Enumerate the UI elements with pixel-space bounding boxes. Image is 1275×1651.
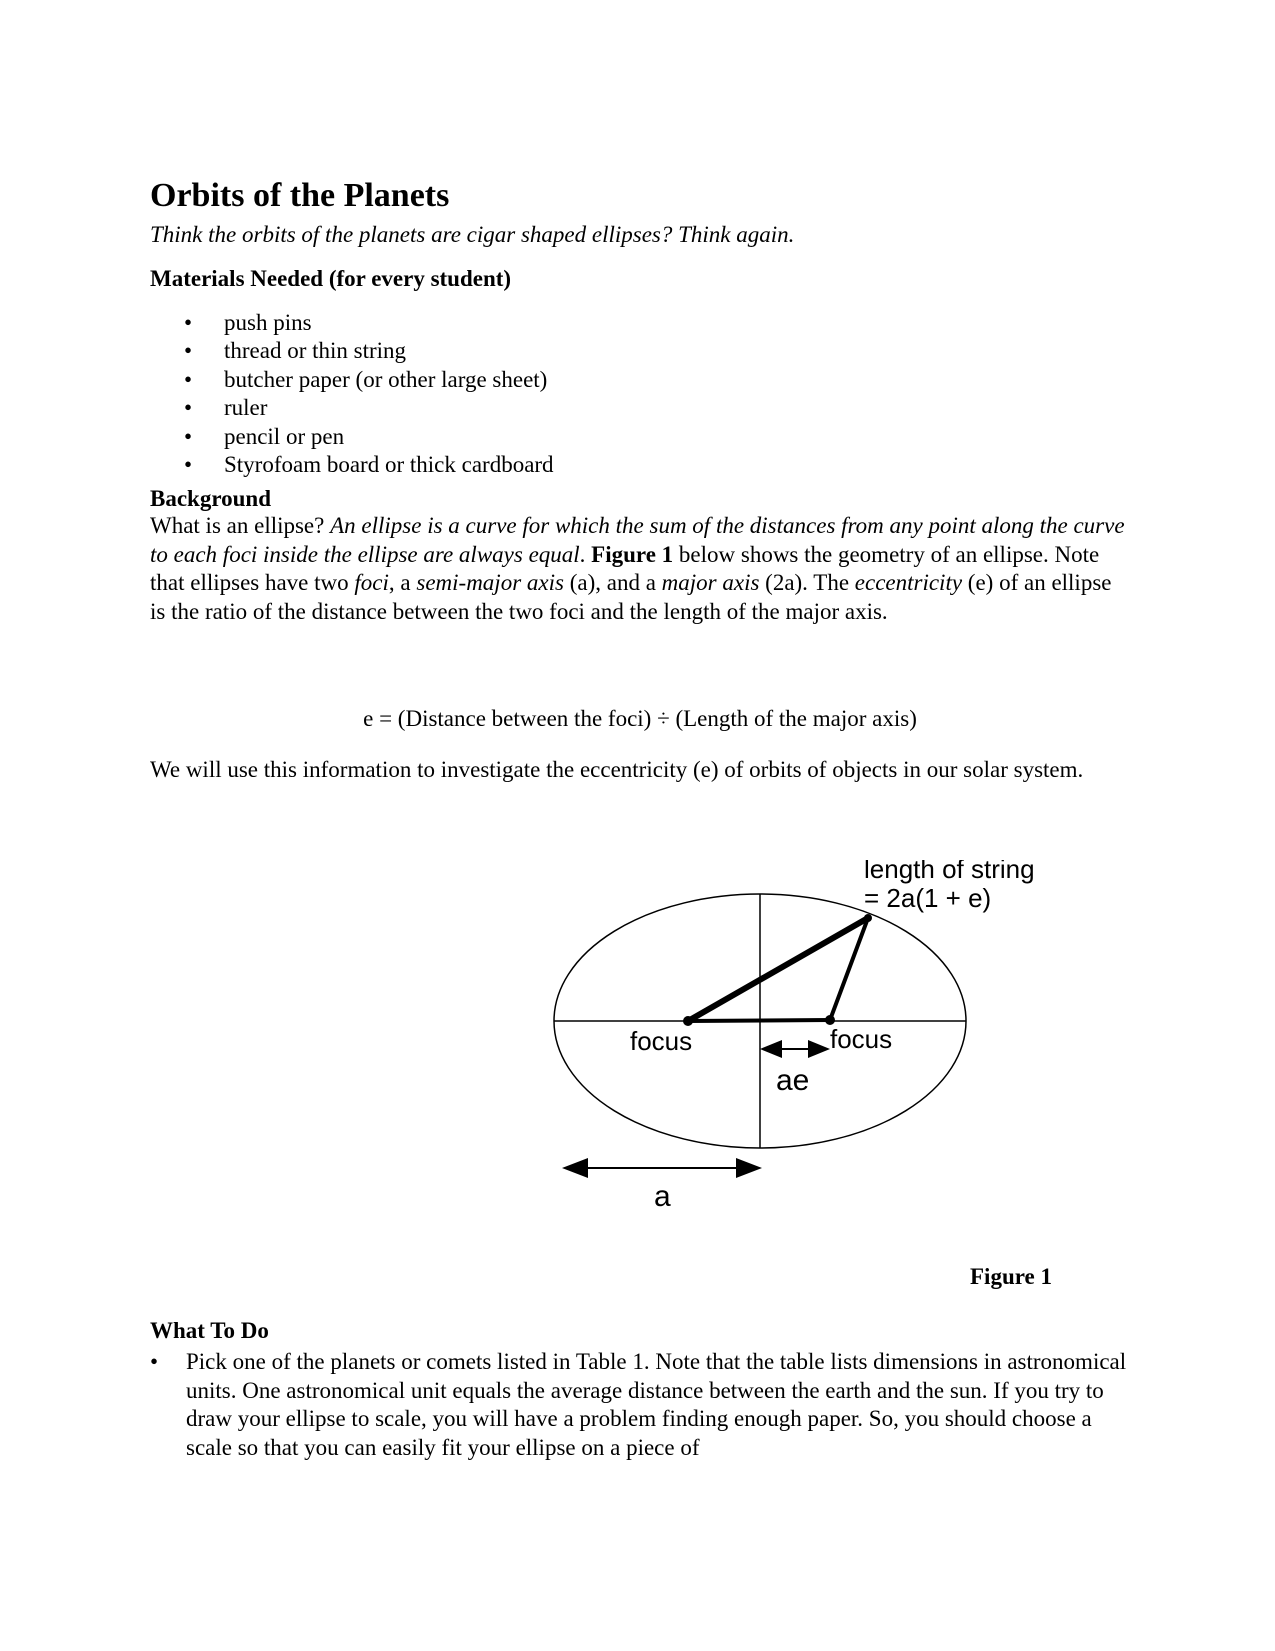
list-item: • pencil or pen [150, 423, 554, 451]
text: (e) of an ellipse is the ratio of the distance between the two foci and the length of the major axis. [150, 570, 1112, 624]
background-heading: Background [150, 486, 272, 511]
string-point [864, 914, 872, 922]
figure-caption: Figure 1 [970, 1264, 1052, 1289]
ellipse-definition: An ellipse is a curve for which the sum of the distances from any point along the curve to each foci inside the ellipse are always equal [150, 513, 1125, 567]
list-item: • Styrofoam board or thick cardboard [150, 451, 554, 479]
text: (2a). The [759, 570, 855, 596]
background-paragraph [150, 512, 1130, 626]
page-subtitle: Think the orbits of the planets are cigar shaped ellipses? Think again. [150, 222, 795, 247]
term-eccentricity: eccentricity [854, 570, 963, 596]
string-segment-left [688, 918, 868, 1021]
term-semi-major-axis: semi-major axis [416, 570, 564, 596]
focus-left-point [683, 1016, 693, 1026]
term-major-axis: major axis [661, 570, 760, 596]
ae-arrow-right-head [808, 1040, 830, 1058]
list-item: • butcher paper (or other large sheet) [150, 366, 554, 394]
list-item: • Pick one of the planets or comets listed in Table 1. Note that the table lists dimensions in astronomical units. One astronomical unit equals the average distance between the earth and the sun. If you try to draw your ellipse to scale, you will have a problem finding enough paper. So, you should choose a scale so that you can easily fit your ellipse on a piece of [150, 1348, 1130, 1462]
string-length-label-1: length of string [864, 860, 1035, 884]
ellipse-diagram [550, 860, 1050, 1260]
investigation-paragraph: We will use this information to investigate the eccentricity (e) of orbits of objects in our solar system. [150, 757, 1084, 782]
string-length-label-2: = 2a(1 + e) [864, 883, 992, 913]
figure-reference: Figure 1 [591, 541, 674, 567]
page-title: Orbits of the Planets [150, 177, 450, 214]
list-item: • ruler [150, 394, 554, 422]
list-item: • push pins [150, 309, 554, 337]
text: What is an ellipse? [150, 513, 331, 538]
a-arrow-right-head [736, 1158, 762, 1178]
focus-left-label: focus [630, 1026, 693, 1056]
a-arrow-left-head [562, 1158, 588, 1178]
focus-right-label: focus [830, 1024, 893, 1054]
text: , a [388, 570, 417, 596]
materials-heading: Materials Needed (for every student) [150, 266, 512, 291]
list-item: • thread or thin string [150, 337, 554, 365]
text: below shows the geometry of an ellipse. Note that ellipses have two [150, 541, 1100, 596]
ellipse-figure [550, 860, 1050, 1265]
term-foci: foci [354, 570, 389, 596]
what-to-do-heading: What To Do [150, 1318, 269, 1343]
string-segment-base [688, 1020, 830, 1021]
ae-arrow-left-head [760, 1040, 782, 1058]
text: (a), and a [563, 570, 662, 596]
eccentricity-formula: e = (Distance between the foci) ÷ (Length of the major axis) [363, 706, 917, 731]
text: . [579, 541, 592, 567]
materials-list [150, 309, 554, 479]
steps-list [150, 1348, 1130, 1462]
ae-label: ae [776, 1064, 810, 1097]
a-label: a [654, 1180, 671, 1213]
